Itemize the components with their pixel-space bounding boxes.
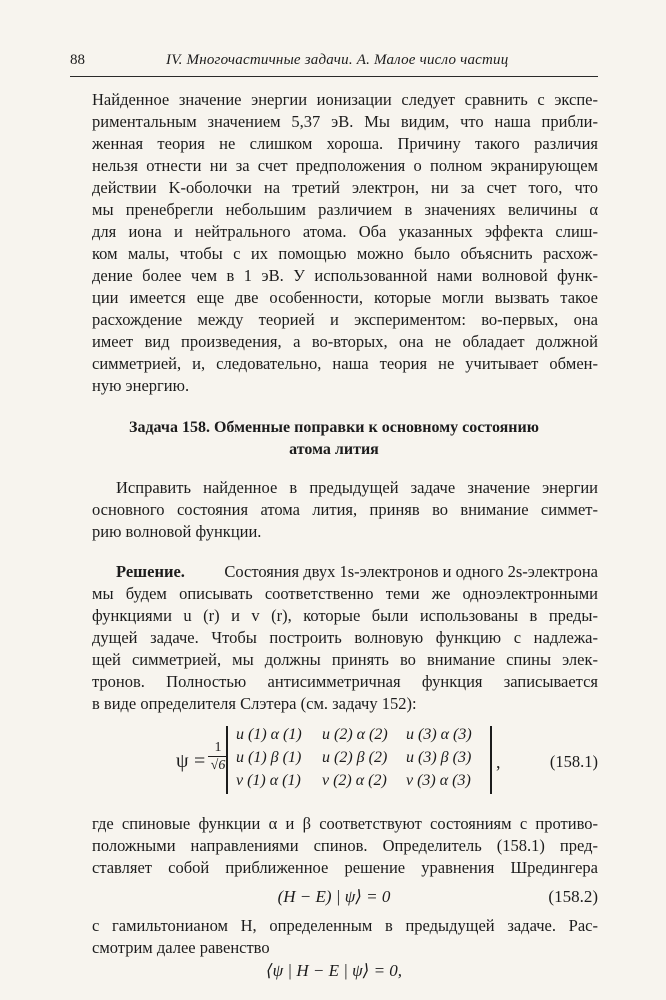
chapter-title: IV. Многочастичные задачи. А. Малое число частиц bbox=[166, 52, 509, 68]
text-line: имеет вид произведения, а во-вторых, она не обладает должной bbox=[92, 332, 598, 351]
text-line: щей симметрией, мы должны принять во внимание спины элек- bbox=[92, 650, 598, 669]
text-line: симметрией, и, следовательно, наша теория не учитывает обмен- bbox=[92, 354, 598, 373]
equation-expression: (H − E) | ψ⟩ = 0 bbox=[277, 887, 391, 906]
text-line: тронов. Полностью антисимметричная функция записывается bbox=[92, 672, 598, 691]
fraction-denominator: √6 bbox=[210, 758, 226, 773]
problem-heading-cont: атома лития bbox=[289, 441, 379, 458]
fraction-numerator: 1 bbox=[208, 740, 228, 757]
equals-sign: = bbox=[194, 750, 206, 772]
equation-expression: ⟨ψ | H − E | ψ⟩ = 0, bbox=[265, 961, 403, 980]
slater-determinant-formula bbox=[70, 722, 598, 798]
text-line: риментальным значением 5,37 эВ. Мы видим, что наша прибли- bbox=[92, 112, 598, 131]
text-line: расхождение между теорией и экспериментом: во-первых, она bbox=[92, 310, 598, 329]
text-line: где спиновые функции α и β соответствуют состояниям с противо- bbox=[92, 814, 598, 833]
page-number: 88 bbox=[70, 52, 85, 68]
determinant-bar-left bbox=[226, 726, 228, 794]
text-line: действии K-оболочки на третий электрон, ни за счет того, что bbox=[92, 178, 598, 197]
determinant-bar-right bbox=[490, 726, 492, 794]
text-line: мы будем описывать соответственно теми же одноэлектронными bbox=[92, 584, 598, 603]
text-line: женная теория не слишком хороша. Причину такого различия bbox=[92, 134, 598, 153]
text-line: нельзя отнести ни за счет предположения о полном экранирующем bbox=[92, 156, 598, 175]
text-line: мы пренебрегли небольшим различием в значениях величины α bbox=[92, 200, 598, 219]
normalization-fraction bbox=[208, 740, 228, 775]
det-cell: v (3) α (3) bbox=[406, 772, 471, 789]
text-line: дение более чем в 1 эВ. У использованной нами волновой функ- bbox=[92, 266, 598, 285]
psi-symbol: ψ bbox=[176, 750, 189, 772]
text-line: дущей задаче. Чтобы построить волновую функцию с надлежа- bbox=[92, 628, 598, 647]
det-cell: u (2) β (2) bbox=[322, 749, 388, 766]
problem-heading: Задача 158. Обменные поправки к основному состоянию bbox=[129, 419, 539, 436]
text-line: Найденное значение энергии ионизации следует сравнить с экспе- bbox=[92, 90, 598, 109]
det-cell: v (1) α (1) bbox=[236, 772, 301, 789]
text-line: ции имеется еще две особенности, которые могли вызвать такое bbox=[92, 288, 598, 307]
formula-comma: , bbox=[496, 752, 501, 772]
det-cell: u (3) β (3) bbox=[406, 749, 472, 766]
text-line: с гамильтонианом H, определенным в предыдущей задаче. Рас- bbox=[92, 916, 598, 935]
det-cell: u (1) β (1) bbox=[236, 749, 302, 766]
text-line: для иона и нейтрального атома. Оба указанных эффекта слиш- bbox=[92, 222, 598, 241]
det-cell: v (2) α (2) bbox=[322, 772, 387, 789]
expectation-equation bbox=[70, 960, 598, 982]
text-line: основного состояния атома лития, приняв во внимание симмет- bbox=[92, 500, 598, 519]
schrodinger-equation bbox=[70, 886, 598, 908]
text-line: рию волновой функции. bbox=[92, 522, 262, 541]
solution-label: Решение. bbox=[116, 562, 185, 581]
text-line: в виде определителя Слэтера (см. задачу 152): bbox=[92, 694, 417, 713]
text-line: ставляет собой приближенное решение уравнения Шредингера bbox=[92, 858, 598, 877]
running-header bbox=[70, 50, 598, 77]
equation-number: (158.2) bbox=[548, 887, 598, 906]
det-cell: u (2) α (2) bbox=[322, 726, 388, 743]
det-cell: u (3) α (3) bbox=[406, 726, 472, 743]
text-line: ную энергию. bbox=[92, 376, 190, 395]
text-line: смотрим далее равенство bbox=[92, 938, 270, 957]
text-line: Исправить найденное в предыдущей задаче значение энергии bbox=[116, 478, 598, 497]
text-line: функциями u (r) и v (r), которые были использованы в преды- bbox=[92, 606, 598, 625]
text-line bbox=[116, 562, 598, 582]
solution-first-line: Состояния двух 1s-электронов и одного 2s-электрона bbox=[224, 562, 598, 581]
det-cell: u (1) α (1) bbox=[236, 726, 302, 743]
text-line: положными направлениями спинов. Определитель (158.1) пред- bbox=[92, 836, 598, 855]
equation-number: (158.1) bbox=[549, 752, 598, 771]
text-line: ком малы, чтобы с их помощью можно было объяснить расхож- bbox=[92, 244, 598, 263]
